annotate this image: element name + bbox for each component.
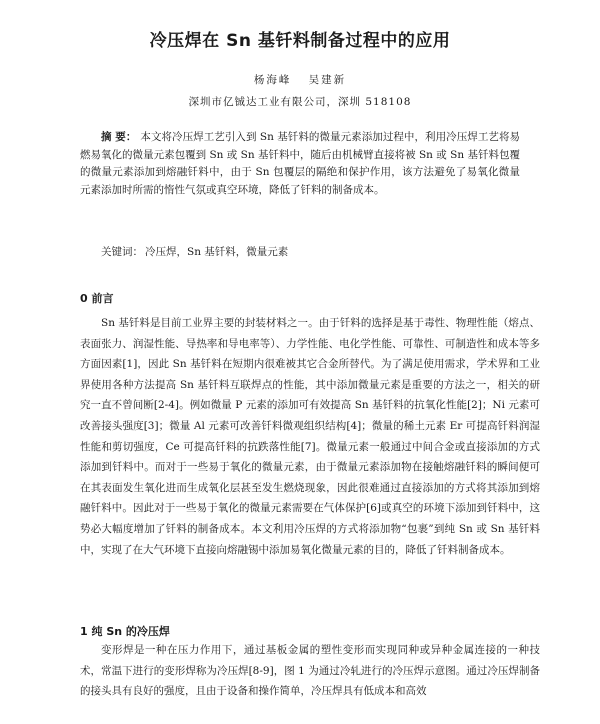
keywords — [80, 244, 520, 261]
section-heading-introduction: 0 前言 — [80, 292, 114, 305]
abstract-label: 摘 要： — [101, 131, 137, 143]
section-body-cold-welding: 变形焊是一种在压力作用下，通过基板金属的塑性变形而实现同种或异种金属连接的一种技术，常温下进行的变形焊称为冷压焊[8-9]，图 1 为通过冷轧进行的冷压焊示意图。通过冷压焊制备的接头具有良好的强度，且由于设备和操作简单，冷压焊具有低成本和高效 — [80, 644, 540, 698]
author-affiliation: 深圳市亿铖达工业有限公司，深圳 518108 — [188, 96, 412, 108]
author-list — [0, 72, 600, 87]
keywords-text: 冷压焊，Sn 基钎料，微量元素 — [145, 246, 289, 258]
abstract-text: 本文将冷压焊工艺引入到 Sn 基钎料的微量元素添加过程中，利用冷压焊工艺将易燃易氧化的微量元素包覆到 Sn 或 Sn 基钎料中，随后由机械臂直接将被 Sn 或 Sn 基钎料包覆的微量元素添加到熔融钎料中，由于 Sn 包覆层的隔绝和保护作用，该方法避免了易氧化微量元素添加时所需的惰性气氛或真空环境，降低了钎料的制备成本。 — [80, 131, 520, 196]
abstract — [80, 129, 520, 199]
paper-title: 冷压焊在 Sn 基钎料制备过程中的应用 — [149, 31, 451, 51]
section-body-introduction: Sn 基钎料是目前工业界主要的封装材料之一。由于钎料的选择是基于毒性、物理性能（熔点、表面张力、润湿性能、导热率和导电率等）、力学性能、电化学性能、可靠性、可制造性和成本等多方面因素[1]，因此 Sn 基钎料在短期内很难被其它合金所替代。为了满足使用需求，学术界和工业界使用各种方法提高 Sn 基钎料互联焊点的性能，其中添加微量元素是重要的方法之一，相关的研究一直不曾间断[2-4]。例如微量 P 元素的添加可有效提高 Sn 基钎料的抗氧化性能[2]；Ni 元素可改善接头强度[3]；微量 Al 元素可改善钎料微观组织结构[4]；微量的稀土元素 Er 可提高钎料润湿性能和剪切强度，Ce 可提高钎料的抗跌落性能[7]。微量元素一般通过中间合金或直接添加的方式添加到钎料中。而对于一些易于氧化的微量元素，由于微量元素添加物在接触熔融钎料的瞬间便可在其表面发生氧化进而生成氧化层甚至发生燃烧现象，因此很难通过直接添加的方式将其添加到熔融钎料中。因此对于一些易于氧化的微量元素需要在气体保护[6]或真空的环境下添加到钎料中，这势必大幅度增加了钎料的制备成本。本文利用冷压焊的方式将添加物“包裹”到纯 Sn 或 Sn 基钎料中，实现了在大气环境下直接向熔融锡中添加易氧化微量元素的目的，降低了钎料制备成本。 — [80, 317, 540, 556]
keywords-label: 关键词： — [101, 246, 143, 258]
author-name: 吴建新 — [308, 74, 347, 86]
author-name: 杨海峰 — [253, 74, 292, 86]
section-heading-cold-welding: 1 纯 Sn 的冷压焊 — [80, 625, 170, 638]
